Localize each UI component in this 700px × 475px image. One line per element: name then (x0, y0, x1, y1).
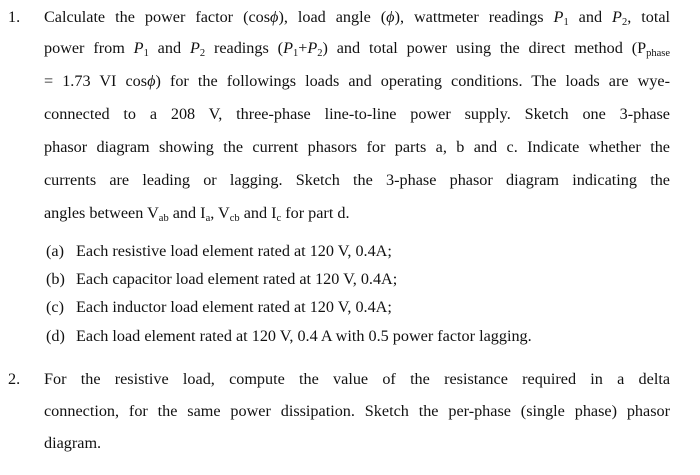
q1-line-7: angles between $V_{ab}$ and $I_a$, $V_{cb}$ and $I_c$ for part d. (44, 204, 350, 224)
q1-part-d (46, 327, 532, 346)
q1-part-a (46, 242, 392, 261)
part-label: (d) (46, 327, 65, 345)
q1-line-1: Calculate the power factor (cosϕ), load angle (ϕ), wattmeter readings $P_1$ and $P_2$, total (44, 8, 670, 28)
q1-line-5: phasor diagram showing the current phasors for parts a, b and c. Indicate whether the (44, 138, 670, 156)
q2-line-2: connection, for the same power dissipation. Sketch the per-phase (single phase) phasor (44, 402, 670, 420)
q1-part-c (46, 298, 392, 317)
q1-line-2: power from $P_1$ and $P_2$ readings $(P_1+P_2)$ and total power using the direct method ($P_{phase}$ (44, 39, 671, 59)
q1-line-6: currents are leading or lagging. Sketch the 3-phase phasor diagram indicating the (44, 171, 670, 189)
q2-number: 2. (8, 370, 21, 388)
q1-part-b (46, 270, 397, 289)
q1-line-3: = 1.73 VI cosϕ) for the followings loads and operating conditions. The loads are wye- (44, 72, 670, 90)
q2-line-1: For the resistive load, compute the value of the resistance required in a delta (44, 370, 670, 388)
q2-line-3: diagram. (44, 434, 102, 452)
part-label: (b) (46, 270, 65, 288)
part-text: Each resistive load element rated at 120 V, 0.4A; (76, 242, 392, 260)
part-label: (a) (46, 242, 64, 260)
q1-line-4: connected to a 208 V, three-phase line-to-line power supply. Sketch one 3-phase (44, 105, 670, 123)
part-text: Each load element rated at 120 V, 0.4 A with 0.5 power factor lagging. (76, 327, 532, 345)
q1-number: 1. (8, 8, 21, 26)
part-text: Each capacitor load element rated at 120 V, 0.4A; (76, 270, 398, 288)
part-text: Each inductor load element rated at 120 V, 0.4A; (76, 298, 392, 316)
part-label: (c) (46, 298, 64, 316)
